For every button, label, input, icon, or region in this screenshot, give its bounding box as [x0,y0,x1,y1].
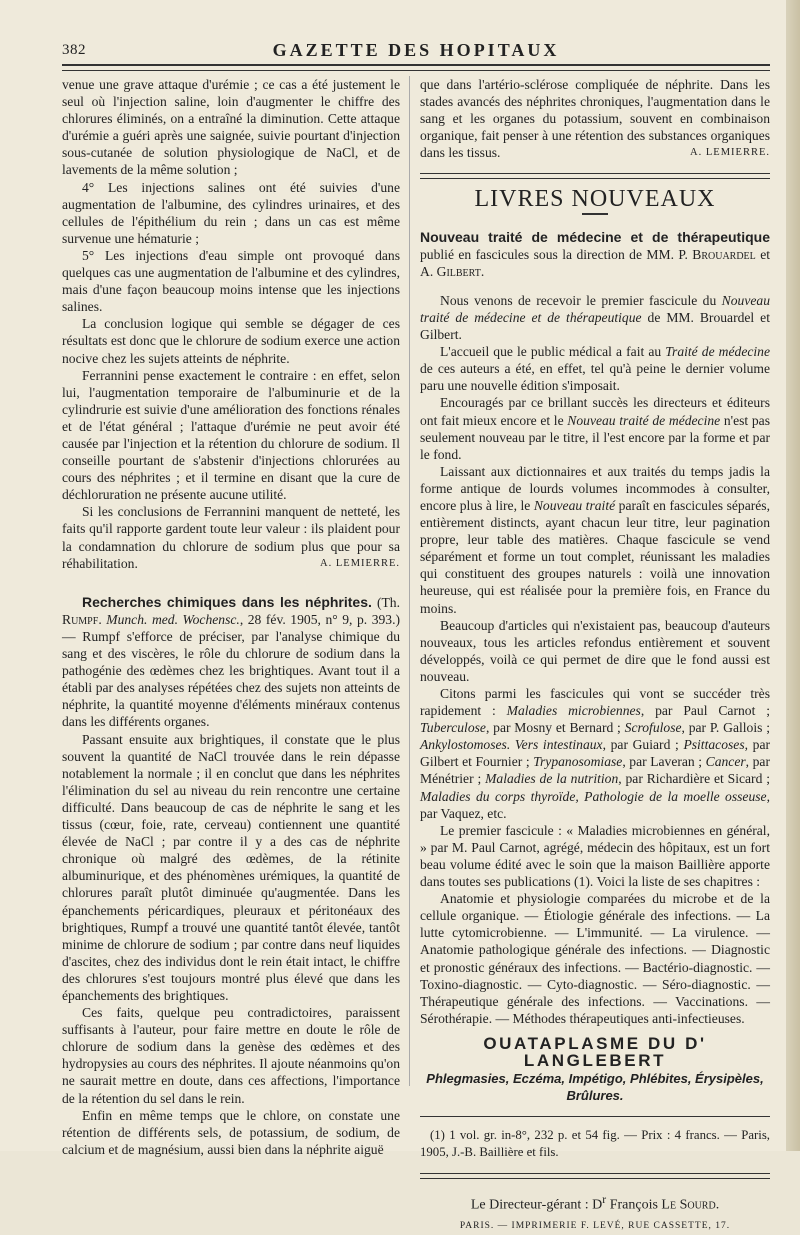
text-run: (Th. [371,594,400,610]
page-header [62,38,770,62]
italic-title: Psittacoses [683,737,745,753]
paragraph [420,463,770,617]
article-title: Recherches chimiques dans les néphrites. [82,593,372,610]
italic-title: Maladies de la nutrition [485,771,619,787]
paragraph: Passant ensuite aux brightiques, il constate que le plus souvent la quantité de NaCl trouvée dans le rein dépasse notablement la normale ; il en conclut que dans les néphrites l'élimination du sel au niveau du rein rencontre une certaine difficulté. Dans beaucoup de cas de néphrite le sang et les tissus (cœur, foie, rate, cerveau) contiennent une quantité élevée de NaCl ; par contre il y a des cas de néphrite chronique où malgré des œdèmes, de la rétinite albuminurique, et des phénomènes urémiques, la quantité de chlorures paraît plutôt diminuée qu'augmentée. Dans les épanchements péricardiques, pleuraux et péritonéaux des brightiques, Rumpf a trouvé une quantité tantôt élevée, tantôt minime de chlorure de sodium ; par contre dans neuf liquides d'ascites, chez des individus dont le rein était intact, le chiffre des chlorures s'est toujours montré plus élevé que dans les épanchements des brightiques. [62,731,400,1003]
paragraph: Le premier fascicule : « Maladies microbiennes en général, » par M. Paul Carnot, agrégé, médecin des hôpitaux, est un fort beau volume édité avec le soin que la maison Baillière apporte dans toutes ses publications (1). Voici la liste de ses chapitres : [420,822,770,890]
text-run: et A. [420,246,771,279]
paragraph: Enfin en même temps que le chlore, on constate une rétention de différents sels, de potassium, de sodium, de calcium et de magnésium, aussi bien dans la néphrite aiguë [62,1107,400,1157]
text-run: , par Richardière et Sicard ; [618,771,771,787]
text-run: paraît en fascicules séparés, entièrement distincts, ayant chacun leur titre, leur pagination propre, leur table des matières. Chaque fascicule se vend séparément et forme un tout complet, réunissant les maladies qui constituent des groupes naturels : voilà une innovation heureuse, qui est réalisée pour la première fois, en France du moins. [420,497,770,616]
text-run: , par Mosny et Bernard ; [485,720,625,736]
right-column [420,76,770,1235]
section-rule [420,173,770,179]
text-run: de MM. Brouardel et Gilbert. [420,309,770,343]
text-run: L'accueil que le public médical a fait au [440,344,666,360]
text-run: , par Guiard ; [602,737,684,753]
section-title: LIVRES NOUVEAUX [474,186,716,213]
imprint: PARIS. — IMPRIMERIE F. LEVÉ, RUE CASSETTE, 17. [459,1221,731,1232]
italic-title: Trypanosomiase [533,754,623,770]
text-run: . [98,611,107,627]
text-run: , 28 fév. 1905, n° 9, p. 393.) — Rumpf s'efforce de préciser, par l'analyse chimique du sang et des viscères, le rôle du chlorure de sodium dans la pathogénie des œdèmes chez les brightiques. Avant tout il a établi par des analyses répétées chez des sujets non atteints de néphrite, la quantité moyenne d'éléments minéraux contenus dans les différents organes. [62,611,401,730]
paragraph [420,76,770,161]
italic-title: Cancer [705,754,746,770]
text-run: n'est pas seulement nouveau par le titre, il l'est encore par la forme et par le fond. [420,412,770,462]
text-run: Le Directeur-gérant : D [470,1198,603,1214]
signature: A. LEMIERRE. [690,147,770,159]
italic-title: Nouveau traité de médecine [567,412,721,428]
book-heading [420,229,770,280]
paragraph: Ferrannini pense exactement le contraire : en effet, selon lui, l'augmentation temporaire de l'albuminurie et de la cylindrurie est suivie d'une amélioration des fonctions rénales et de l'état général ; l'attaque d'urémie ne peut avoir été causée par l'injection et la rétention du chlorure de sodium. Il conseille pourtant de s'abstenir d'injections chlorurées au cours des néphrites ; et il termine en disant que la cure de déchloruration ne présente aucune utilité. [62,367,400,503]
paragraph: venue une grave attaque d'urémie ; ce cas a été justement le seul où l'injection saline, loin d'augmenter le chiffre des chlorures éliminés, on a entraîné la diminution. Cette attaque d'urémie a guéri après une saignée, suivie pourtant d'injection sous-cutanée de solution physiologique de NaCl, et de lavements de la même solution ; [62,77,400,178]
italic-title: Nouveau traité [533,497,616,513]
italic-title: Nouveau traité de médecine et de thérapeutique [420,292,770,325]
italic-title: Traité de médecine [665,344,770,360]
paragraph [420,343,770,394]
text-run: publié en fascicules sous la direction de MM. P. [420,246,693,262]
italic-title: Maladies microbiennes [506,703,641,719]
text-run: , par Vaquez, etc. [420,788,770,821]
title-rule [582,213,608,215]
italic-title: Scrofulose [624,720,682,736]
footnote: (1) 1 vol. gr. in-8°, 232 p. et 54 fig. — Prix : 4 francs. — Paris, 1905, J.-B. Baillière et fils. [420,1128,770,1160]
paragraph: La conclusion logique qui semble se dégager de ces résultats est donc que le chlorure de sodium exerce une action nocive chez les sujets atteints de néphrite. [62,316,400,366]
italic-title: Ankylostomoses. Vers intestinaux [420,737,603,753]
text-run: , par Paul Carnot ; [640,703,770,719]
paragraph: Anatomie et physiologie comparées du microbe et de la cellule organique. — Étiologie générale des infections. — La lutte cytomicrobienne. — L'immunité. — La virulence. — Anatomie pathologique générale des infections. — Diagnostic et pronostic généraux des infections. — Bactério-diagnostic. — Toxino-diagnostic. — Cyto-diagnostic. — Séro-diagnostic. — Thérapeutique générale des infections. — Vaccinations. — Sérothérapie. — Méthodes thérapeutiques anti-infectieuses. [420,891,770,1026]
text-run: , par Laveran ; [622,754,706,770]
article-intro [62,594,400,731]
text-run: François [606,1198,662,1214]
page-edge [786,0,800,1151]
text-run: , par Gilbert et Fournier ; [420,737,771,770]
text-run: . [715,1198,720,1214]
spacer [62,576,400,594]
text-run: de ces auteurs a été, en effet, tel qu'à peine le dernier volume paru une nouvelle édition s'imposait. [420,361,770,394]
text-run: Laissant aux dictionnaires et aux traités du temps jadis la forme antique de lourds volumes incommodes à consulter, encore plus à lire, le [420,463,770,513]
text-run: , par Ménétrier ; [420,754,770,787]
signature: A. LEMIERRE. [320,557,400,569]
text-run: . [480,263,485,279]
header-rule [62,64,770,71]
paragraph: 4° Les injections salines ont été suivies d'une augmentation de l'albumine, des cylindres urinaires, et des cellules de l'épithélium du rein ; dans un cas est même survenue une hématurie ; [62,179,400,246]
paragraph: Beaucoup d'articles qui n'existaient pas, beaucoup d'auteurs nouveaux, tous les articles refondus entièrement et souvent développés, voilà ce qui permet de dire que le fond aussi est nouveau. [420,617,770,684]
paragraph: Si les conclusions de Ferrannini manquent de netteté, les faits qu'il rapporte gardent toute leur valeur : ils plaident pour la condamnation du chlorure de sodium plus que pour sa réhabilitation. [62,504,400,571]
footer-rule [420,1173,770,1179]
text-run: Encouragés par ce brillant succès les directeurs et éditeurs ont fait mieux encore et le [420,395,770,428]
italic-title: Tuberculose [420,720,486,736]
text-run: , par P. Gallois ; [681,720,770,736]
journal-title: GAZETTE DES HOPITAUX [272,40,560,60]
article-source: Munch. med. Wochensc. [106,611,240,627]
text-run: Citons parmi les fascicules qui vont se succéder très rapidement : [420,686,770,719]
advertisement-subtitle: Phlegmasies, Eczéma, Impétigo, Phlébites, Érysipèles, Brûlures. [426,1071,764,1104]
text-run: que dans l'artério-sclérose compliquée de néphrite. Dans les stades avancés des néphrites chroniques, l'augmentation dans le sang et les organes du potassium, souvent en combinaison organique, fait penser à une rétention des substances organiques dans les tissus. [420,77,770,161]
article-author: Rumpf [62,611,99,627]
footnote-rule [420,1116,770,1117]
superscript: r [602,1193,607,1207]
director-name: Le Sourd [661,1198,716,1214]
column-divider [409,76,410,1086]
book-author: Gilbert [436,263,481,279]
paragraph [420,292,770,343]
book-title: Nouveau traité de médecine et de thérapeutique [420,228,770,245]
director-line [420,1191,770,1214]
paragraph [420,685,770,822]
page-number: 382 [62,42,86,58]
paragraph: Ces faits, quelque peu contradictoires, paraissent suffisants à l'auteur, pour faire mettre en doute le rôle de chlorure de sodium dans la genèse des œdèmes et des hydropysies au cours des néphrites. Il ajoute néanmoins qu'on ne saurait mettre en doute, dans ces affections, l'importance de la rétention du sel dans le rein. [62,1005,400,1106]
book-author: Brouardel [692,246,756,262]
paragraph: 5° Les injections d'eau simple ont provoqué dans quelques cas une augmentation de l'albumine et des cylindres, mais d'une façon beaucoup moins intense que les injections salines. [62,247,400,315]
italic-title: Maladies du corps thyroïde, Pathologie de la moelle osseuse [420,788,767,804]
text-run: Nous venons de recevoir le premier fascicule du [440,292,722,308]
spacer [420,280,770,292]
paragraph [420,394,770,462]
advertisement-title: OUATAPLASME DU D' LANGLEBERT [483,1033,707,1070]
left-column [62,76,400,1158]
